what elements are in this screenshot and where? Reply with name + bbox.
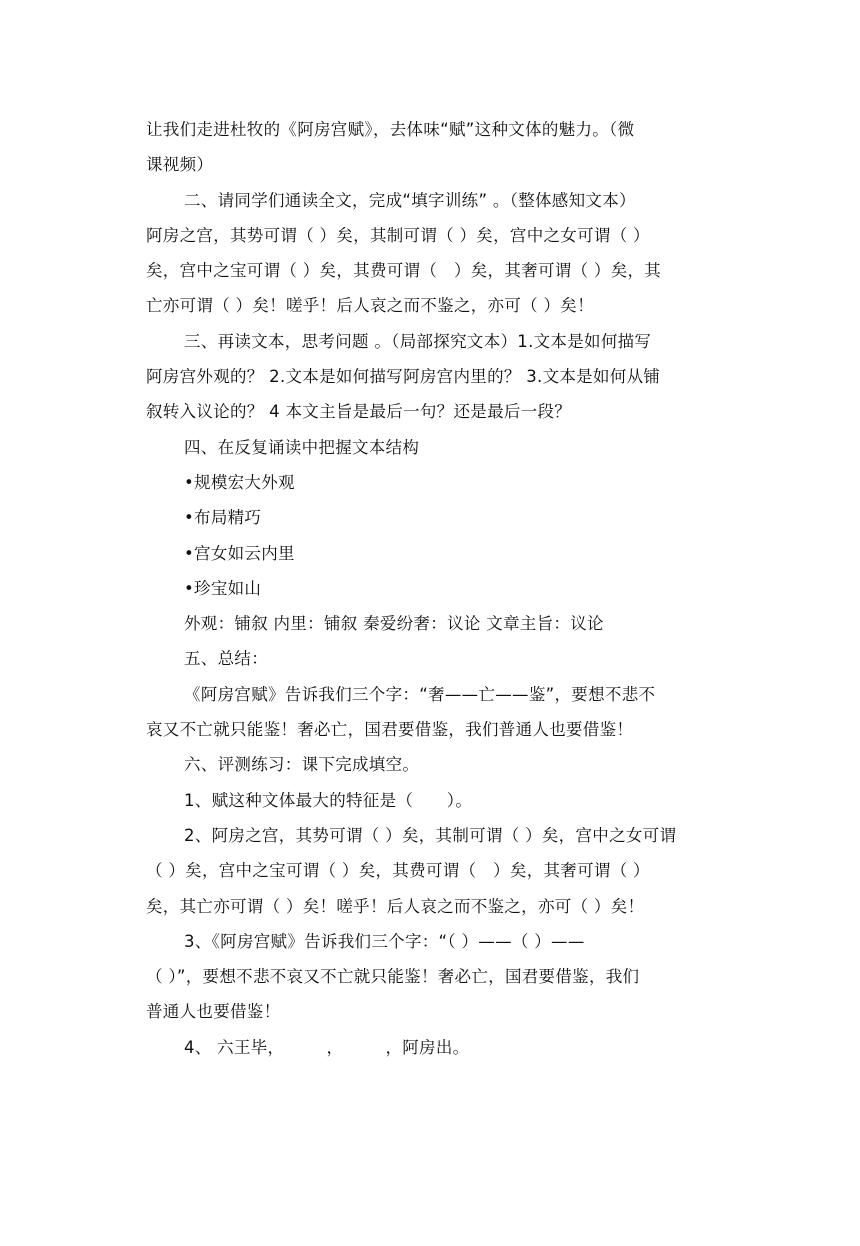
bullet-item: •规模宏大外观: [184, 472, 295, 492]
text-line: （ ）矣，宫中之宝可谓（ ）矣，其费可谓（ ）矣，其奢可谓（ ）: [146, 861, 650, 881]
section-heading: 五、总结：: [184, 649, 268, 669]
text-line: 课视频）: [146, 155, 214, 175]
text-line: 矣，其亡亦可谓（ ）矣！嗟乎！后人哀之而不鉴之，亦可（ ）矣！: [146, 896, 645, 916]
bullet-item: •布局精巧: [184, 508, 262, 528]
text-line: 让我们走进杜牧的《阿房宫赋》，去体味“赋”这种文体的魅力。（微: [146, 120, 635, 139]
section-heading: 四、在反复诵读中把握文本结构: [184, 437, 420, 457]
exercise-item: 2、阿房之宫，其势可谓（ ）矣，其制可谓（ ）矣，宫中之女可谓: [184, 825, 677, 845]
bullet-item: •宫女如云内里: [184, 543, 295, 563]
structure-summary: 外观：铺叙 内里：铺叙 秦爱纷奢：议论 文章主旨：议论: [184, 614, 604, 634]
text-line: 亡亦可谓（ ）矣！嗟乎！后人哀之而不鉴之，亦可（ ）矣！: [146, 296, 594, 316]
bullet-item: •珍宝如山: [184, 578, 262, 598]
section-heading: 六、评测练习：课下完成填空。: [184, 755, 420, 775]
text-line: （ ）”，要想不悲不哀又不亡就只能鉴！奢必亡，国君要借鉴，我们: [146, 967, 640, 987]
text-line: 哀又不亡就只能鉴！奢必亡，国君要借鉴，我们普通人也要借鉴！: [146, 720, 634, 740]
text-line: 阿房之宫，其势可谓（ ）矣，其制可谓（ ）矣，宫中之女可谓（ ）: [146, 225, 650, 245]
text-line: 普通人也要借鉴！: [146, 1002, 281, 1022]
text-line: 《阿房宫赋》告诉我们三个字：“奢——亡——鉴”，要想不悲不: [184, 684, 656, 704]
text-line: 矣，宫中之宝可谓（ ）矣，其费可谓（ ）矣，其奢可谓（ ）矣，其: [146, 261, 662, 281]
section-heading: 三、再读文本，思考问题 。（局部探究文本）1.文本是如何描写: [184, 331, 652, 351]
exercise-item: 4、 六王毕， ， ，阿房出。: [184, 1037, 470, 1057]
exercise-item: 3、《阿房宫赋》告诉我们三个字：“（ ）——（ ）——: [184, 931, 585, 951]
text-line: 阿房宫外观的？ 2.文本是如何描写阿房宫内里的？ 3.文本是如何从铺: [146, 367, 661, 387]
exercise-item: 1、赋这种文体最大的特征是（ ）。: [184, 790, 473, 810]
document-body: [146, 112, 716, 1065]
section-heading: 二、请同学们通读全文，完成“填字训练” 。（整体感知文本）: [184, 190, 636, 210]
text-line: 叙转入议论的？ 4 本文主旨是最后一句？还是最后一段？: [146, 402, 572, 422]
